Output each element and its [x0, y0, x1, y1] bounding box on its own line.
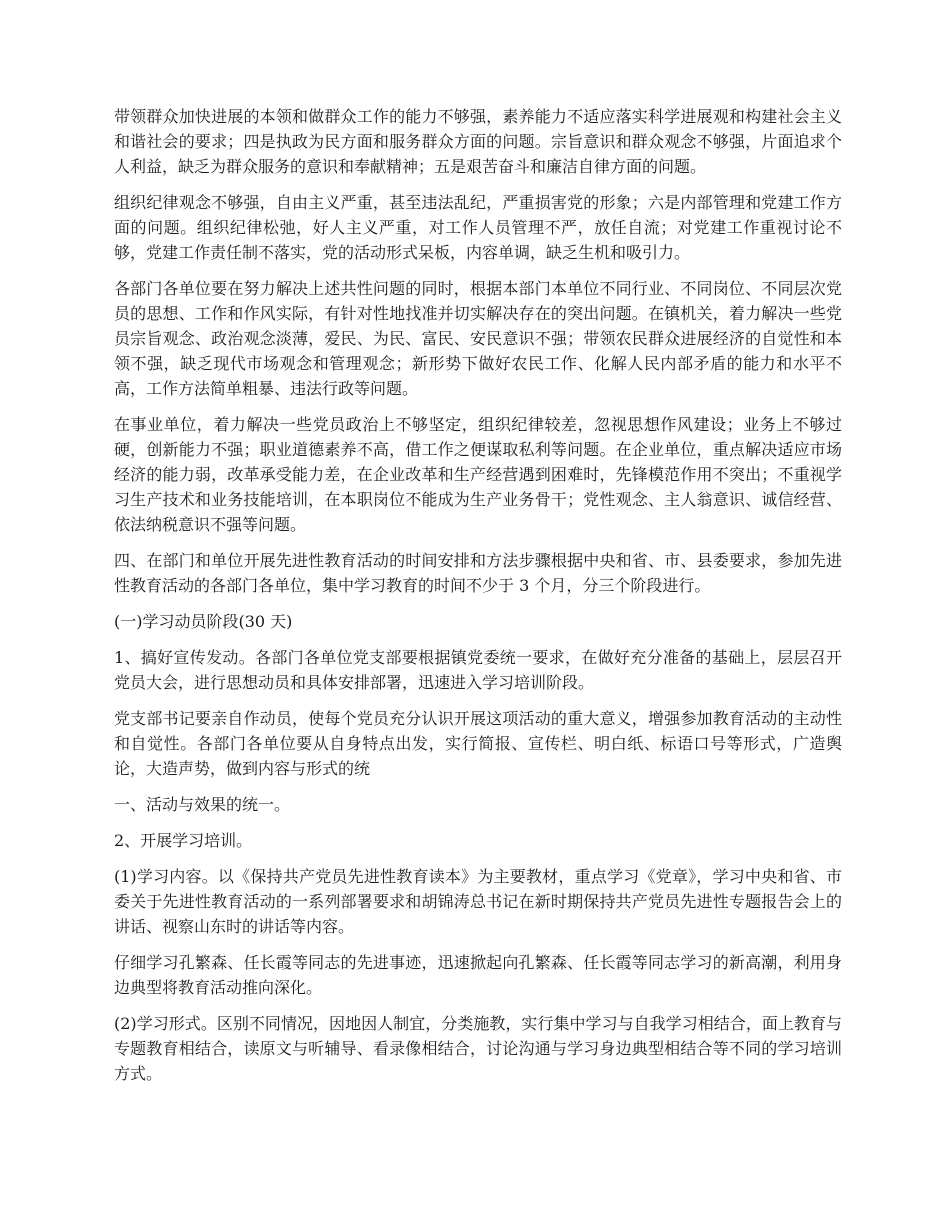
- subheading-study-training: 2、开展学习培训。: [114, 831, 253, 850]
- paragraph-11: (1)学习内容。以《保持共产党员先进性教育读本》为主要教材，重点学习《党章》，学习中央和省、市委关于先进性教育活动的一系列部署要求和胡锦涛总书记在新时期保持共产党员先进性专题报告会上的讲话、视察山东时的讲话等内容。: [114, 867, 842, 936]
- paragraph-12: 仔细学习孔繁森、任长霞等同志的先进事迹，迅速掀起向孔繁森、任长霞等同志学习的新高潮，利用身边典型将教育活动推向深化。: [114, 953, 842, 997]
- paragraph-2: 组织纪律观念不够强，自由主义严重，甚至违法乱纪，严重损害党的形象；六是内部管理和党建工作方面的问题。组织纪律松弛，好人主义严重，对工作人员管理不严，放任自流；对党建工作重视讨论不够，党建工作责任制不落实，党的活动形式呆板，内容单调，缺乏生机和吸引力。: [114, 193, 842, 262]
- paragraph-13: (2)学习形式。区别不同情况，因地因人制宜，分类施教，实行集中学习与自我学习相结合，面上教育与专题教育相结合，读原文与听辅导、看录像相结合，讨论沟通与学习身边典型相结合等不同的学习培训方式。: [114, 1014, 842, 1083]
- section-heading-study-mobilization: (一)学习动员阶段(30 天): [114, 612, 293, 631]
- paragraph-3: 各部门各单位要在努力解决上述共性问题的同时，根据本部门本单位不同行业、不同岗位、不同层次党员的思想、工作和作风实际，有针对性地找准并切实解决存在的突出问题。在镇机关，着力解决一些党员宗旨观念、政治观念淡薄，爱民、为民、富民、安民意识不强；带领农民群众进展经济的自觉性和本领不强，缺乏现代市场观念和管理观念；新形势下做好农民工作、化解人民内部矛盾的能力和水平不高，工作方法简单粗暴、违法行政等问题。: [114, 279, 842, 398]
- paragraph-4: 在事业单位，着力解决一些党员政治上不够坚定，组织纪律较差，忽视思想作风建设；业务上不够过硬，创新能力不强；职业道德素养不高，借工作之便谋取私利等问题。在企业单位，重点解决适应市场经济的能力弱，改革承受能力差，在企业改革和生产经营遇到困难时，先锋模范作用不突出；不重视学习生产技术和业务技能培训，在本职岗位不能成为生产业务骨干；党性观念、主人翁意识、诚信经营、依法纳税意识不强等问题。: [114, 415, 842, 534]
- paragraph-9: 一、活动与效果的统一。: [114, 795, 291, 814]
- paragraph-8: 党支部书记要亲自作动员，使每个党员充分认识开展这项活动的重大意义，增强参加教育活动的主动性和自觉性。各部门各单位要从自身特点出发，实行简报、宣传栏、明白纸、标语口号等形式，广造舆论，大造声势，做到内容与形式的统: [114, 709, 842, 778]
- paragraph-1: 带领群众加快进展的本领和做群众工作的能力不够强，素养能力不适应落实科学进展观和构建社会主义和谐社会的要求；四是执政为民方面和服务群众方面的问题。宗旨意识和群众观念不够强，片面追求个人利益，缺乏为群众服务的意识和奉献精神；五是艰苦奋斗和廉洁自律方面的问题。: [114, 107, 842, 176]
- document-page: [114, 104, 842, 1097]
- paragraph-7: 1、搞好宣传发动。各部门各单位党支部要根据镇党委统一要求，在做好充分准备的基础上，层层召开党员大会，进行思想动员和具体安排部署，迅速进入学习培训阶段。: [114, 648, 842, 692]
- paragraph-5: 四、在部门和单位开展先进性教育活动的时间安排和方法步骤根据中央和省、市、县委要求，参加先进性教育活动的各部门各单位，集中学习教育的时间不少于 3 个月，分三个阶段进行。: [114, 551, 842, 595]
